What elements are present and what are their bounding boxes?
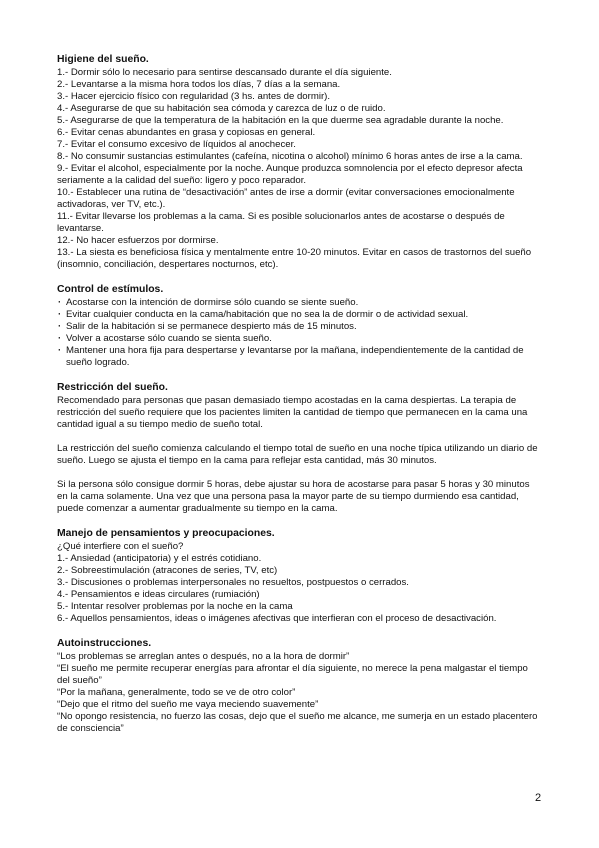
list-item: · Volver a acostarse sólo cuando se sienta sueño.	[57, 333, 541, 345]
page-number: 2	[535, 792, 542, 804]
list-item: 13.- La siesta es beneficiosa física y mentalmente entre 10-20 minutos. Evitar en casos de trastornos del sueño (insomnio, conciliación, despertares nocturnos, etc).	[57, 247, 532, 270]
list-item: 6.- Aquellos pensamientos, ideas o imágenes afectivas que interfieran con el proceso de desactivación.	[57, 613, 497, 624]
list-item: · Salir de la habitación si se permanece despierto más de 15 minutos.	[57, 321, 541, 333]
list-item: 10.- Establecer una rutina de “desactivación” antes de irse a dormir (evitar conversaciones emocionalmente activadoras, ver TV, etc.).	[57, 187, 515, 210]
list-item: 7.- Evitar el consumo excesivo de líquidos al anochecer.	[57, 139, 296, 150]
quote-item: “Los problemas se arreglan antes o después, no a la hora de dormir”	[57, 651, 350, 662]
list-item: 3.- Hacer ejercicio físico con regularidad (3 hs. antes de dormir).	[57, 91, 331, 102]
paragraph: Si la persona sólo consigue dormir 5 horas, debe ajustar su hora de acostarse para pasar 5 horas y 30 minutos en la cama solamente. Una vez que una persona pasa la mayor parte de su tiempo durmiendo esa cantidad, puede comenzar a aumentar gradualmente su tiempo en la cama.	[57, 479, 530, 514]
list-item: · Evitar cualquier conducta en la cama/habitación que no sea la de dormir o de actividad sexual.	[57, 309, 541, 321]
section-title: Manejo de pensamientos y preocupaciones.	[57, 528, 275, 539]
paragraph: Recomendado para personas que pasan demasiado tiempo acostadas en la cama despiertas. La terapia de restricción del sueño requiere que los pacientes limiten la cantidad de tiempo que permanecen en la cama una cantidad igual a su tiempo medio de sueño total.	[57, 395, 528, 430]
list-item: 6.- Evitar cenas abundantes en grasa y copiosas en general.	[57, 127, 316, 138]
section-title: Autoinstrucciones.	[57, 638, 152, 649]
quote-item: “Por la mañana, generalmente, todo se ve de otro color”	[57, 687, 296, 698]
list-item: · Mantener una hora fija para despertarse y levantarse por la mañana, independientemente de la cantidad de sueño logrado.	[57, 345, 541, 369]
paragraph: La restricción del sueño comienza calculando el tiempo total de sueño en una noche típica utilizando un diario de sueño. Luego se ajusta el tiempo en la cama para reflejar esta cantidad, más 30 minutos.	[57, 443, 538, 466]
list-item: 8.- No consumir sustancias estimulantes (cafeína, nicotina o alcohol) mínimo 6 horas antes de irse a la cama.	[57, 151, 523, 162]
list-item: 11.- Evitar llevarse los problemas a la cama. Si es posible solucionarlos antes de acostarse o después de levantarse.	[57, 211, 505, 234]
section-subtitle: ¿Qué interfiere con el sueño?	[57, 541, 184, 552]
list-item: 1.- Dormir sólo lo necesario para sentirse descansado durante el día siguiente.	[57, 67, 392, 78]
section-title: Higiene del sueño.	[57, 54, 149, 65]
list-item: · Acostarse con la intención de dormirse sólo cuando se siente sueño.	[57, 297, 541, 309]
section-restriccion	[57, 381, 541, 515]
quote-item: “El sueño me permite recuperar energías para afrontar el día siguiente, no merece la pena malgastar el tiempo del sueño”	[57, 663, 528, 686]
section-control-estimulos	[57, 283, 541, 369]
section-title: Restricción del sueño.	[57, 382, 168, 393]
section-manejo	[57, 527, 541, 625]
list-item: 2.- Sobreestimulación (atracones de series, TV, etc)	[57, 565, 278, 576]
section-title: Control de estímulos.	[57, 284, 164, 295]
list-item: 9.- Evitar el alcohol, especialmente por la noche. Aunque produzca somnolencia por el efecto depresor afecta seriamente a la calidad del sueño: ligero y poco reparador.	[57, 163, 523, 186]
quote-item: “Dejo que el ritmo del sueño me vaya meciendo suavemente”	[57, 699, 319, 710]
quote-item: “No opongo resistencia, no fuerzo las cosas, dejo que el sueño me alcance, me sumerja en un estado placentero de consciencia”	[57, 711, 538, 734]
list-item: 12.- No hacer esfuerzos por dormirse.	[57, 235, 219, 246]
list-item: 4.- Pensamientos e ideas circulares (rumiación)	[57, 589, 260, 600]
list-item: 4.- Asegurarse de que su habitación sea cómoda y carezca de luz o de ruido.	[57, 103, 386, 114]
list-item: 3.- Discusiones o problemas interpersonales no resueltos, postpuestos o cerrados.	[57, 577, 409, 588]
section-autoinstrucciones	[57, 637, 541, 735]
list-item: 5.- Intentar resolver problemas por la noche en la cama	[57, 601, 293, 612]
document-page	[57, 53, 541, 747]
section-higiene	[57, 53, 541, 271]
list-item: 2.- Levantarse a la misma hora todos los días, 7 días a la semana.	[57, 79, 341, 90]
bullet-list	[57, 297, 541, 369]
list-item: 5.- Asegurarse de que la temperatura de la habitación en la que duerme sea agradable durante la noche.	[57, 115, 504, 126]
list-item: 1.- Ansiedad (anticipatoria) y el estrés cotidiano.	[57, 553, 262, 564]
